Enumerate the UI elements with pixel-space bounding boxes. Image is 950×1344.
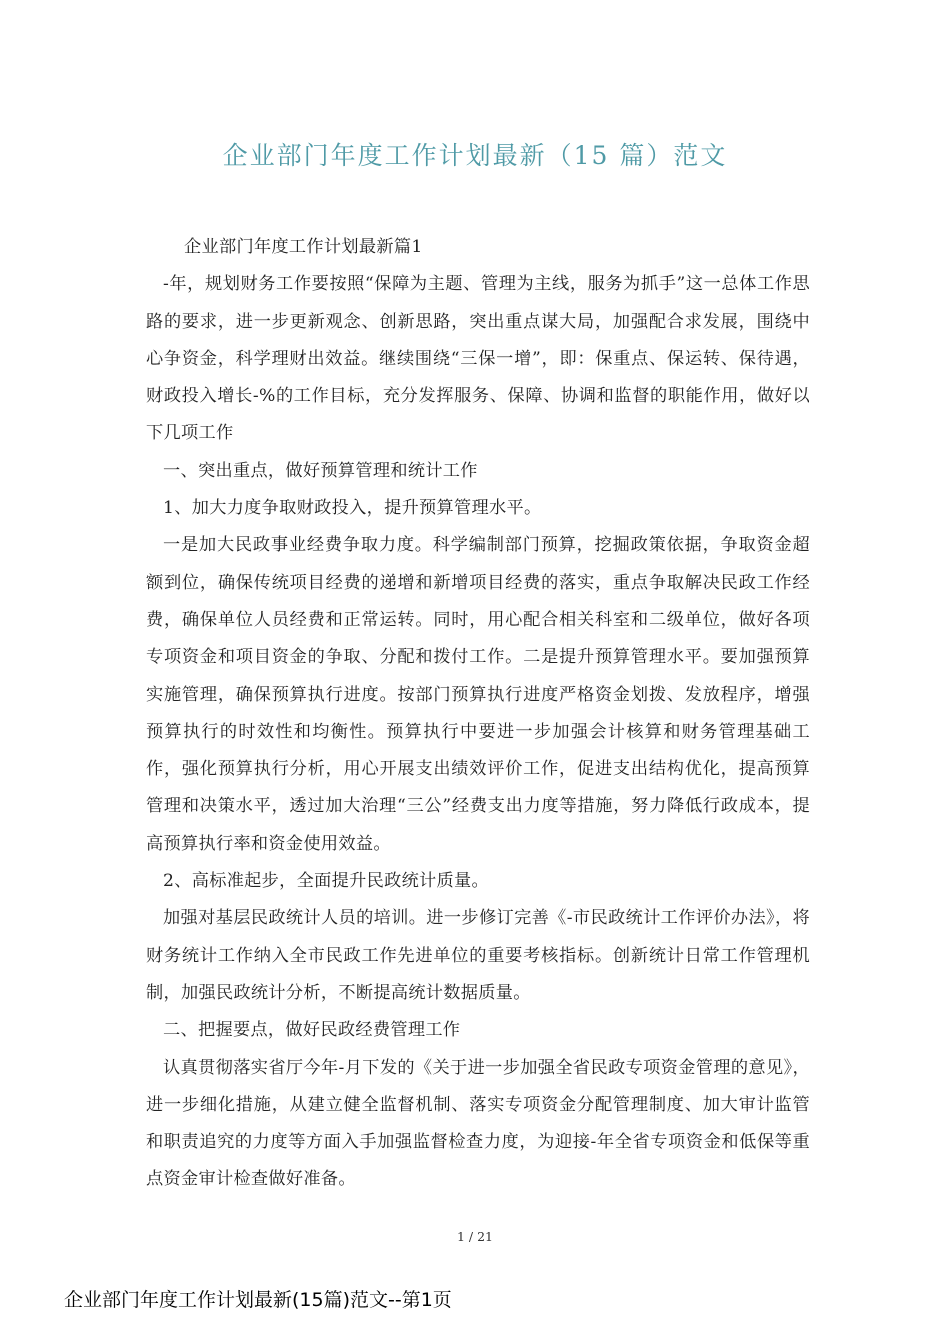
section-heading: 企业部门年度工作计划最新篇1 bbox=[184, 237, 423, 257]
document-title: 企业部门年度工作计划最新（15 篇）范文 bbox=[222, 141, 728, 170]
subsection-heading: 一、突出重点，做好预算管理和统计工作 bbox=[163, 460, 478, 481]
item-heading: 1、加大力度争取财政投入，提升预算管理水平。 bbox=[163, 498, 542, 519]
document-body bbox=[146, 229, 810, 1199]
subsection-heading: 二、把握要点，做好民政经费管理工作 bbox=[163, 1020, 461, 1041]
item-heading: 2、高标准起步，全面提升民政统计质量。 bbox=[163, 871, 490, 892]
body-paragraph: 加强对基层民政统计人员的培训。进一步修订完善《-市民政统计工作评价办法》，将财务统计工作纳入全市民政工作先进单位的重要考核指标。创新统计日常工作管理机制，加强民政统计分析，不断提高统计数据质量。 bbox=[146, 908, 810, 1003]
footer-caption: 企业部门年度工作计划最新(15篇)范文--第1页 bbox=[64, 1289, 452, 1311]
body-paragraph: 一是加大民政事业经费争取力度。科学编制部门预算，挖掘政策依据，争取资金超额到位，确保传统项目经费的递增和新增项目经费的落实，重点争取解决民政工作经费，确保单位人员经费和正常运转。同时，用心配合相关科室和二级单位，做好各项专项资金和项目资金的争取、分配和拨付工作。二是提升预算管理水平。要加强预算实施管理，确保预算执行进度。按部门预算执行进度严格资金划拨、发放程序，增强预算执行的时效性和均衡性。预算执行中要进一步加强会计核算和财务管理基础工作，强化预算执行分析，用心开展支出绩效评价工作，促进支出结构优化，提高预算管理和决策水平，透过加大治理“三公”经费支出力度等措施，努力降低行政成本，提高预算执行率和资金使用效益。 bbox=[146, 535, 810, 854]
body-paragraph: 认真贯彻落实省厅今年-月下发的《关于进一步加强全省民政专项资金管理的意见》，进一步细化措施，从建立健全监督机制、落实专项资金分配管理制度、加大审计监管和职责追究的力度等方面入手加强监督检查力度，为迎接-年全省专项资金和低保等重点资金审计检查做好准备。 bbox=[146, 1057, 810, 1190]
body-paragraph: -年，规划财务工作要按照“保障为主题、管理为主线，服务为抓手”这一总体工作思路的要求，进一步更新观念、创新思路，突出重点谋大局，加强配合求发展，围绕中心争资金，科学理财出效益。继续围绕“三保一增”，即：保重点、保运转、保待遇，财政投入增长-%的工作目标，充分发挥服务、保障、协调和监督的职能作用，做好以下几项工作 bbox=[146, 274, 810, 444]
page-number: 1 / 21 bbox=[456, 1229, 494, 1244]
